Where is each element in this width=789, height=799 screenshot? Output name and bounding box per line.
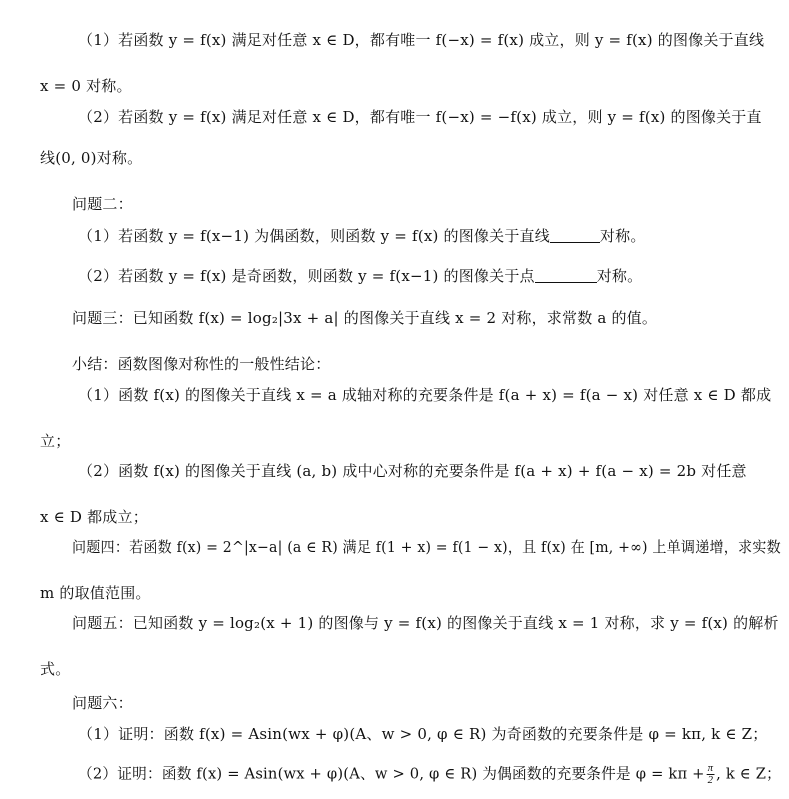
line-text: （2）证明：函数 f(x) = Asin(wx + φ)(A、w > 0, φ ∈ R) 为偶函数的充要条件是 φ = kπ +: [78, 764, 705, 783]
text-line: x = 0 对称。: [40, 77, 132, 95]
text-line: （2）若函数 y = f(x) 满足对任意 x ∈ D，都有唯一 f(−x) = −f(x) 成立，则 y = f(x) 的图像关于直: [78, 108, 762, 126]
text-line: 问题三：已知函数 f(x) = log₂|3x + a| 的图像关于直线 x = 2 对称，求常数 a 的值。: [72, 309, 658, 327]
section-heading: 问题二：: [72, 195, 133, 213]
fraction-denominator: 2: [707, 774, 714, 786]
text-line: 问题五：已知函数 y = log₂(x + 1) 的图像与 y = f(x) 的图像关于直线 x = 1 对称，求 y = f(x) 的解析: [72, 614, 779, 632]
text-line: [78, 763, 781, 786]
text-line: （1）若函数 y = f(x) 满足对任意 x ∈ D，都有唯一 f(−x) = f(x) 成立，则 y = f(x) 的图像关于直线: [78, 31, 765, 49]
section-heading: 问题六：: [72, 694, 133, 712]
fraction-numerator: π: [707, 762, 714, 774]
section-heading: 小结：函数图像对称性的一般性结论：: [72, 355, 331, 373]
text-line: 线(0, 0)对称。: [40, 149, 143, 167]
text-line: （1）证明：函数 f(x) = Asin(wx + φ)(A、w > 0, φ ∈ R) 为奇函数的充要条件是 φ = kπ, k ∈ Z；: [78, 725, 768, 743]
text-line: （2）函数 f(x) 的图像关于直线 (a, b) 成中心对称的充要条件是 f(a + x) + f(a − x) = 2b 对任意: [78, 462, 747, 480]
text-line: 立；: [40, 432, 71, 450]
text-line: x ∈ D 都成立；: [40, 508, 148, 526]
text-line: [78, 226, 646, 246]
answer-blank: [535, 268, 597, 283]
line-text: 对称。: [599, 227, 646, 245]
line-text: （2）若函数 y = f(x) 是奇函数，则函数 y = f(x−1) 的图像关于点: [78, 267, 535, 285]
fraction: [707, 763, 715, 786]
text-line: [78, 266, 642, 286]
text-line: m 的取值范围。: [40, 584, 151, 602]
text-line: （1）函数 f(x) 的图像关于直线 x = a 成轴对称的充要条件是 f(a + x) = f(a − x) 对任意 x ∈ D 都成: [78, 386, 772, 404]
text-line: 问题四：若函数 f(x) = 2^|x−a| (a ∈ R) 满足 f(1 + x) = f(1 − x)，且 f(x) 在 [m, +∞) 上单调递增，求实数: [72, 538, 781, 556]
answer-blank: [550, 228, 600, 243]
text-line: 式。: [40, 660, 71, 678]
line-text: , k ∈ Z；: [716, 764, 781, 783]
line-text: （1）若函数 y = f(x−1) 为偶函数，则函数 y = f(x) 的图像关于直线: [78, 227, 550, 245]
line-text: 对称。: [596, 267, 643, 285]
